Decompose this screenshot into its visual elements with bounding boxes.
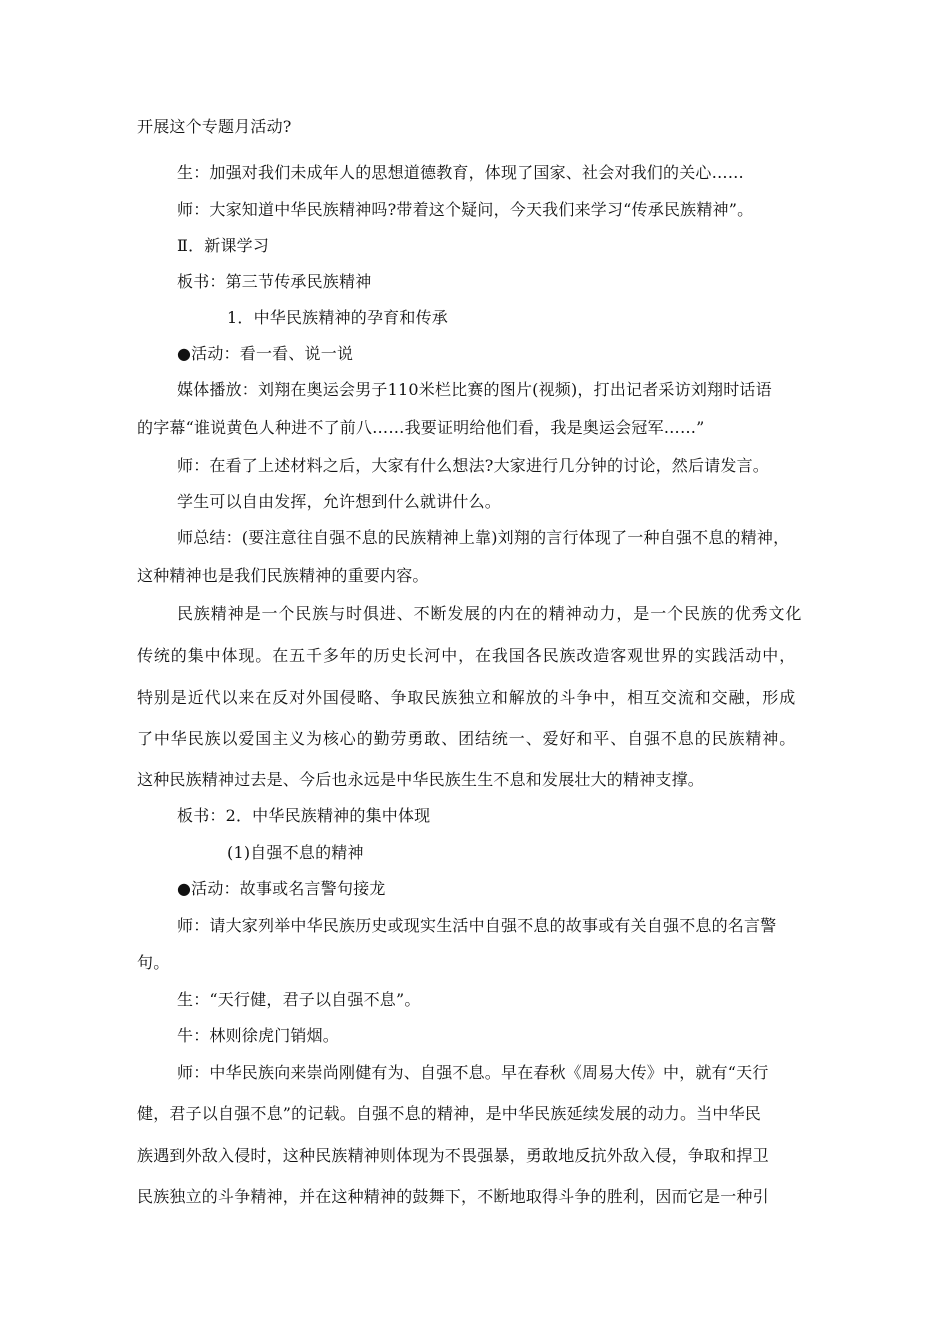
subsection-heading: 1．中华民族精神的孕育和传承 — [227, 308, 448, 327]
text-line: 师：请大家列举中华民族历史或现实生活中自强不息的故事或有关自强不息的名言警 — [177, 916, 777, 935]
text-line: 生：“天行健，君子以自强不息”。 — [177, 990, 421, 1009]
text-line: 学生可以自由发挥，允许想到什么就讲什么。 — [177, 492, 502, 511]
text-line: 了中华民族以爱国主义为核心的勤劳勇敢、团结统一、爱好和平、自强不息的民族精神。 — [137, 729, 797, 748]
text-line: 这种民族精神过去是、今后也永远是中华民族生生不息和发展壮大的精神支撑。 — [137, 770, 705, 789]
text-line: 的字幕“谁说黄色人种进不了前八……我要证明给他们看，我是奥运会冠军……” — [137, 418, 705, 437]
text-line: 句。 — [137, 953, 170, 972]
subsection-heading: (1)自强不息的精神 — [227, 843, 364, 862]
text-line: 健，君子以自强不息”的记载。自强不息的精神，是中华民族延续发展的动力。当中华民 — [137, 1104, 761, 1123]
section-heading: Ⅱ．新课学习 — [177, 236, 270, 255]
text-line: 生：加强对我们未成年人的思想道德教育，体现了国家、社会对我们的关心…… — [177, 163, 745, 182]
text-line: 民族精神是一个民族与时俱进、不断发展的内在的精神动力，是一个民族的优秀文化 — [177, 604, 803, 623]
text-line: 媒体播放：刘翔在奥运会男子110米栏比赛的图片(视频)，打出记者采访刘翔时话语 — [177, 380, 772, 399]
text-line: 师：中华民族向来崇尚刚健有为、自强不息。早在春秋《周易大传》中，就有“天行 — [177, 1063, 769, 1082]
text-line: 板书：第三节传承民族精神 — [177, 272, 372, 291]
activity-line: ●活动：看一看、说一说 — [177, 344, 354, 363]
text-line: 师：在看了上述材料之后，大家有什么想法?大家进行几分钟的讨论，然后请发言。 — [177, 456, 769, 475]
text-line: 传统的集中体现。在五千多年的历史长河中，在我国各民族改造客观世界的实践活动中， — [137, 646, 797, 665]
text-line: 特别是近代以来在反对外国侵略、争取民族独立和解放的斗争中，相互交流和交融，形成 — [137, 688, 797, 707]
text-line: 族遇到外敌入侵时，这种民族精神则体现为不畏强暴，勇敢地反抗外敌入侵，争取和捍卫 — [137, 1146, 769, 1165]
text-line: 这种精神也是我们民族精神的重要内容。 — [137, 566, 429, 585]
text-line: 师总结：(要注意往自强不息的民族精神上靠)刘翔的言行体现了一种自强不息的精神， — [177, 528, 790, 547]
text-line: 民族独立的斗争精神，并在这种精神的鼓舞下，不断地取得斗争的胜利，因而它是一种引 — [137, 1187, 769, 1206]
text-line: 牛：林则徐虎门销烟。 — [177, 1026, 340, 1045]
text-line: 板书：2．中华民族精神的集中体现 — [177, 806, 431, 825]
text-line: 开展这个专题月活动? — [137, 117, 292, 136]
text-line: 师：大家知道中华民族精神吗?带着这个疑问，今天我们来学习“传承民族精神”。 — [177, 200, 754, 219]
activity-line: ●活动：故事或名言警句接龙 — [177, 879, 386, 898]
